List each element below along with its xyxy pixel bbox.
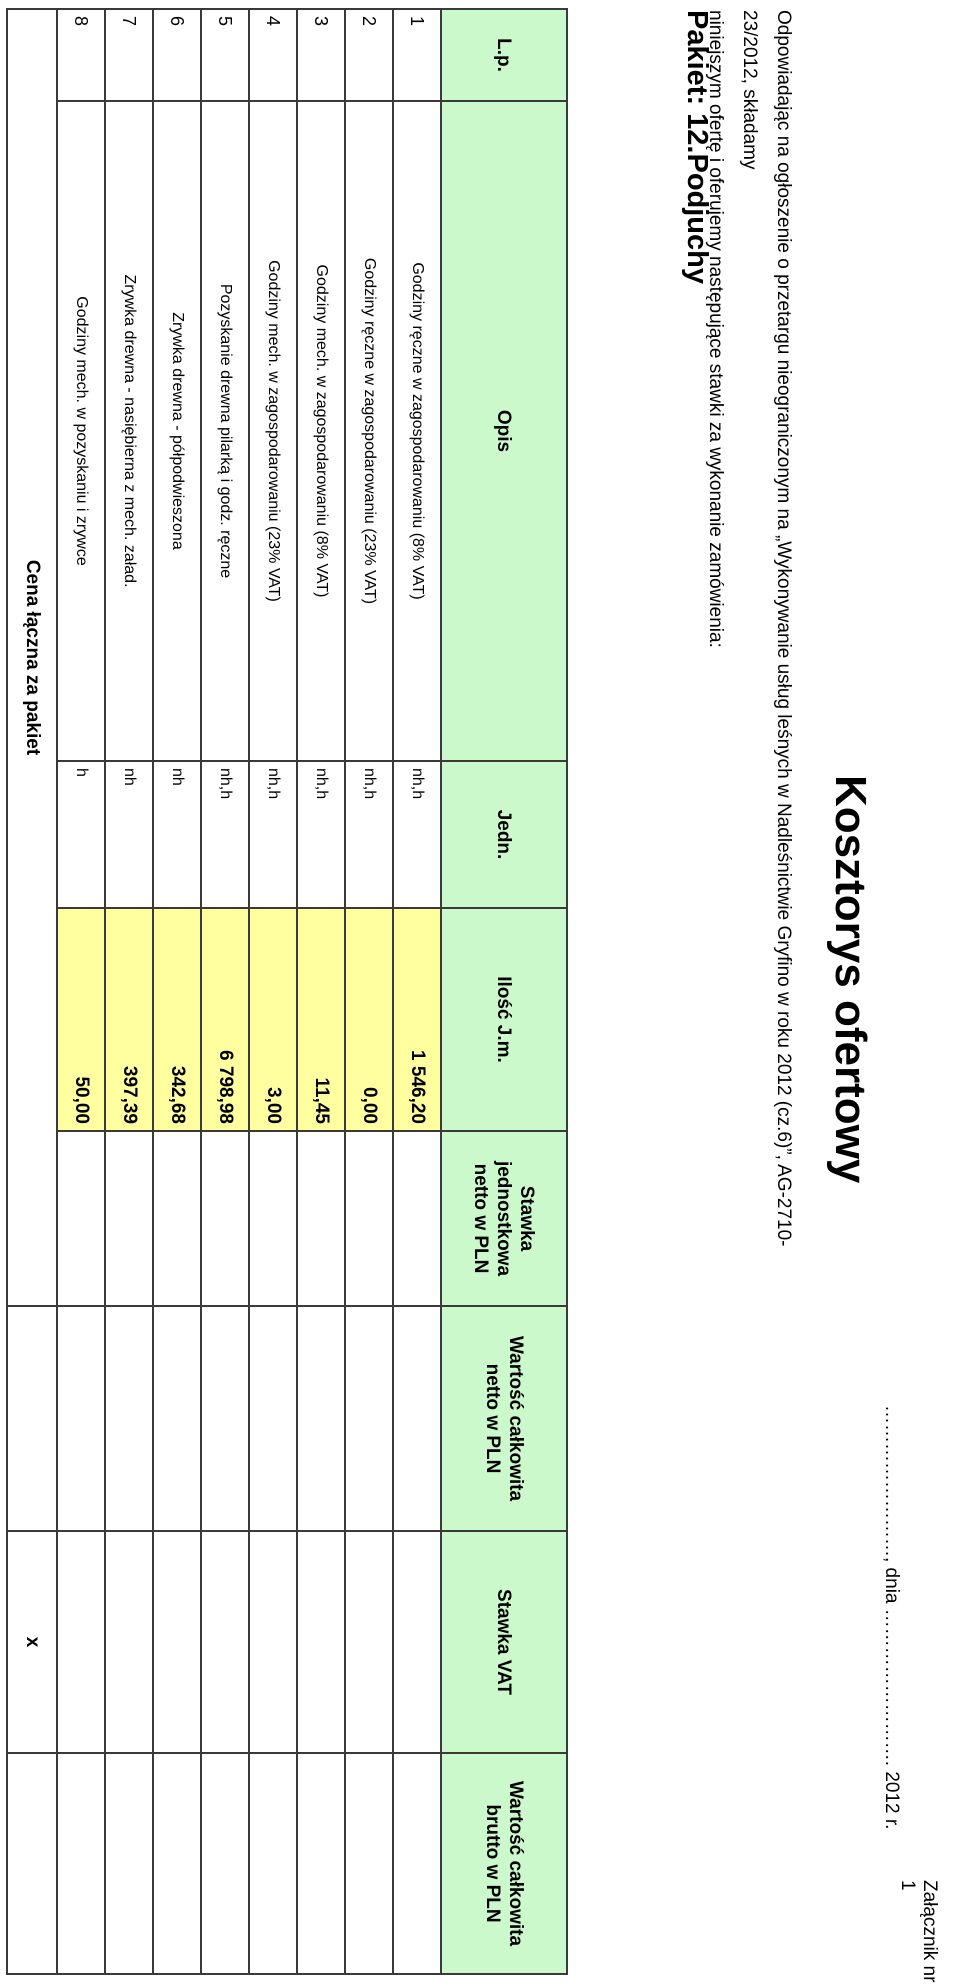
row-quantity: 397,39: [105, 908, 153, 1131]
table-header-row: [441, 9, 567, 1974]
unit-rate-cell[interactable]: [105, 1131, 153, 1306]
table-row: [105, 9, 153, 1974]
net-total-cell[interactable]: [153, 1306, 201, 1531]
row-description: Pozyskanie drewna pilarką i godz. ręczne: [201, 101, 249, 761]
unit-rate-cell[interactable]: [201, 1131, 249, 1306]
page-title: Kosztorys ofertowy: [826, 775, 875, 1184]
gross-total-cell[interactable]: [249, 1753, 297, 1974]
gross-total-cell[interactable]: [105, 1753, 153, 1974]
gross-total-cell[interactable]: [153, 1753, 201, 1974]
gross-total-cell[interactable]: [297, 1753, 345, 1974]
row-description: Godziny mech. w zagospodarowaniu (23% VAT): [249, 101, 297, 761]
header-unit: Jedn.: [441, 761, 567, 908]
row-unit: nh,h: [297, 761, 345, 908]
header-description: Opis: [441, 101, 567, 761]
table-row: [57, 9, 105, 1974]
row-description: Zrywka drewna - nasiębierna z mech. załad.: [105, 101, 153, 761]
vat-rate-cell[interactable]: [345, 1531, 393, 1753]
date-line: ……………………, dnia ……………………. 2012 r.: [881, 1405, 902, 1830]
unit-rate-cell[interactable]: [345, 1131, 393, 1306]
unit-rate-cell[interactable]: [153, 1131, 201, 1306]
row-number: 1: [393, 9, 441, 101]
unit-rate-cell[interactable]: [57, 1131, 105, 1306]
row-number: 3: [297, 9, 345, 101]
row-quantity: 6 798,98: [201, 908, 249, 1131]
package-heading: Pakiet: 12.Podjuchy: [681, 10, 713, 284]
row-number: 5: [201, 9, 249, 101]
row-description: Godziny mech. w zagospodarowaniu (8% VAT): [297, 101, 345, 761]
net-total-cell[interactable]: [105, 1306, 153, 1531]
row-number: 7: [105, 9, 153, 101]
vat-rate-cell[interactable]: [57, 1531, 105, 1753]
intro-paragraph: [698, 10, 800, 1300]
unit-rate-cell[interactable]: [249, 1131, 297, 1306]
header-quantity: Ilość J.m.: [441, 908, 567, 1131]
row-number: 6: [153, 9, 201, 101]
table-row: [393, 9, 441, 1974]
net-total-cell[interactable]: [345, 1306, 393, 1531]
total-gross-cell[interactable]: [7, 1753, 57, 1974]
gross-total-cell[interactable]: [393, 1753, 441, 1974]
row-unit: nh: [105, 761, 153, 908]
row-unit: nh,h: [201, 761, 249, 908]
header-net-total: Wartość całkowita netto w PLN: [441, 1306, 567, 1531]
net-total-cell[interactable]: [297, 1306, 345, 1531]
row-quantity: 11,45: [297, 908, 345, 1131]
table-row: [345, 9, 393, 1974]
row-unit: nh,h: [249, 761, 297, 908]
unit-rate-cell[interactable]: [297, 1131, 345, 1306]
row-quantity: 0,00: [345, 908, 393, 1131]
header-lp: L.p.: [441, 9, 567, 101]
unit-rate-cell[interactable]: [393, 1131, 441, 1306]
row-unit: h: [57, 761, 105, 908]
row-quantity: 1 546,20: [393, 908, 441, 1131]
net-total-cell[interactable]: [57, 1306, 105, 1531]
total-vat-mark: x: [7, 1531, 57, 1753]
net-total-cell[interactable]: [201, 1306, 249, 1531]
row-number: 8: [57, 9, 105, 101]
vat-rate-cell[interactable]: [105, 1531, 153, 1753]
row-quantity: 342,68: [153, 908, 201, 1131]
row-quantity: 50,00: [57, 908, 105, 1131]
gross-total-cell[interactable]: [345, 1753, 393, 1974]
cost-table: [6, 8, 568, 1975]
total-net-cell[interactable]: [7, 1306, 57, 1531]
gross-total-cell[interactable]: [57, 1753, 105, 1974]
net-total-cell[interactable]: [393, 1306, 441, 1531]
vat-rate-cell[interactable]: [153, 1531, 201, 1753]
vat-rate-cell[interactable]: [297, 1531, 345, 1753]
row-description: Godziny mech. w pozyskaniu i zrywce: [57, 101, 105, 761]
vat-rate-cell[interactable]: [201, 1531, 249, 1753]
header-unit-rate: Stawka jednostkowa netto w PLN: [441, 1131, 567, 1306]
row-unit: nh,h: [393, 761, 441, 908]
total-row: [7, 9, 57, 1974]
net-total-cell[interactable]: [249, 1306, 297, 1531]
table-row: [249, 9, 297, 1974]
vat-rate-cell[interactable]: [393, 1531, 441, 1753]
row-description: Godziny ręczne w zagospodarowaniu (23% VAT): [345, 101, 393, 761]
vat-rate-cell[interactable]: [249, 1531, 297, 1753]
header-vat-rate: Stawka VAT: [441, 1531, 567, 1753]
row-number: 2: [345, 9, 393, 101]
row-description: Godziny ręczne w zagospodarowaniu (8% VAT): [393, 101, 441, 761]
row-unit: nh: [153, 761, 201, 908]
row-unit: nh,h: [345, 761, 393, 908]
intro-line: niniejszym ofertę i oferujemy następujące stawki za wykonanie zamówienia:: [705, 10, 726, 648]
row-number: 4: [249, 9, 297, 101]
table-row: [153, 9, 201, 1974]
table-row: [201, 9, 249, 1974]
header-gross-total: Wartość całkowita brutto w PLN: [441, 1753, 567, 1974]
total-label: Cena łączna za pakiet: [7, 9, 57, 1306]
gross-total-cell[interactable]: [201, 1753, 249, 1974]
intro-line: Odpowiadając na ogłoszenie o przetargu nieograniczonym na „Wykonywanie usług leśnych w Nadleśnictwie Gryfino w roku 2012 (cz.6)”, AG-2710-23/2012, składamy: [739, 10, 794, 1247]
row-description: Zrywka drewna - półpodwieszona: [153, 101, 201, 761]
row-quantity: 3,00: [249, 908, 297, 1131]
annex-label: Załącznik nr 1: [897, 1880, 940, 1983]
table-row: [297, 9, 345, 1974]
